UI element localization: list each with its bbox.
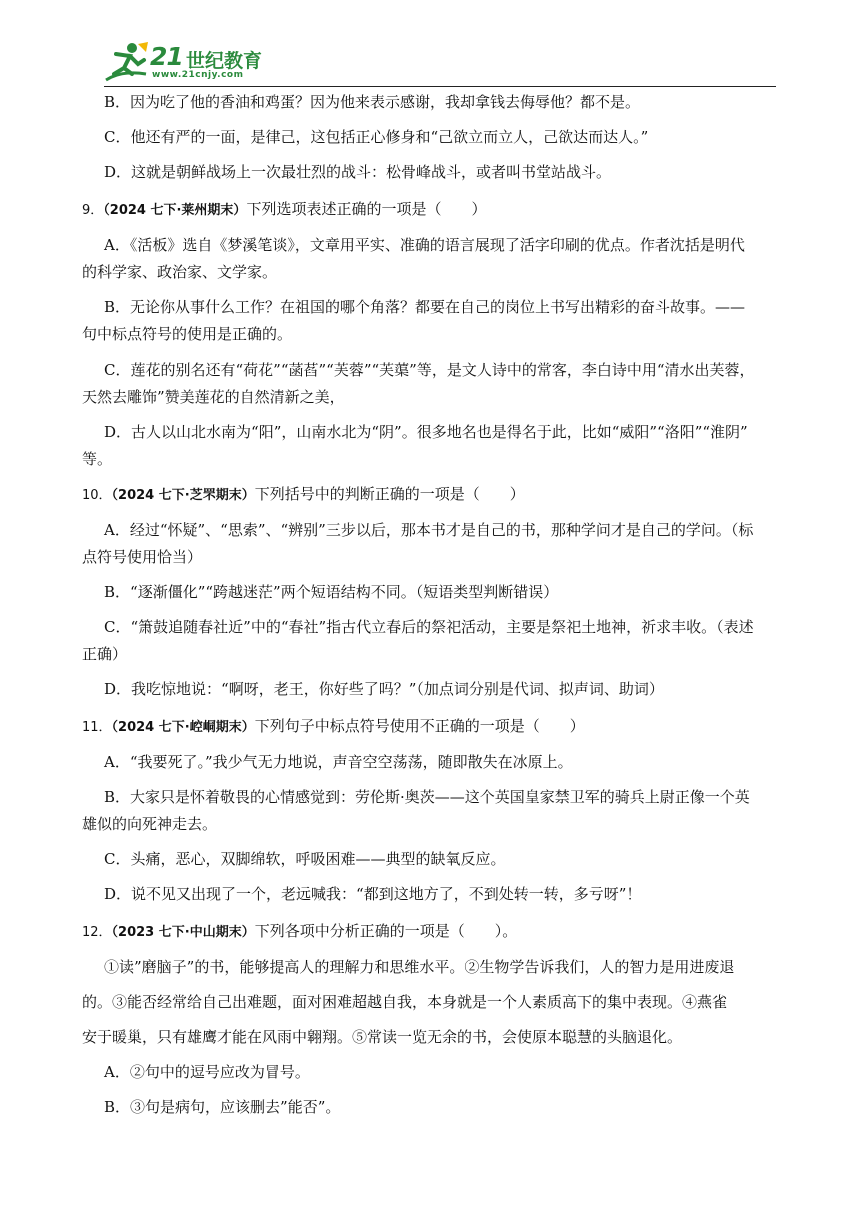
passage-line: 安于暖巢，只有雄鹰才能在风雨中翱翔。⑤常读一览无余的书，会使原本聪慧的头脑退化。 (82, 1028, 683, 1046)
question-stem: 11．（2024 七下·崆峒期末）下列句子中标点符号使用不正确的一项是（ ） (82, 717, 585, 735)
passage-line: ①读”磨脑子”的书，能够提高人的理解力和思维水平。②生物学告诉我们，人的智力是用进废退 (104, 958, 735, 976)
option-line: A．“我要死了。”我少气无力地说，声音空空荡荡，随即散失在冰原上。 (104, 753, 573, 771)
page-header (0, 0, 860, 90)
question-source: （2023 七下·中山期末） (111, 925, 255, 940)
option-line: C．头痛，恶心，双脚绵软，呼吸困难——典型的缺氧反应。 (104, 850, 506, 868)
option-line: A．②句中的逗号应改为冒号。 (104, 1063, 310, 1081)
logo-url: www.21cnjy.com (152, 70, 244, 80)
option-line: A．《活板》选自《梦溪笔谈》，文章用平实、准确的语言展现了活字印刷的优点。作者沈括是明代 (104, 236, 745, 254)
option-line: C．莲花的别名还有“荷花”“菡萏”“芙蓉”“芙蕖”等，是文人诗中的常客，李白诗中用“清水出芙蓉， (104, 361, 755, 379)
option-line: B．无论你从事什么工作？在祖国的哪个角落？都要在自己的岗位上书写出精彩的奋斗故事。—— (104, 298, 746, 316)
option-line: C．“箫鼓追随春社近”中的“春社”指古代立春后的祭祀活动，主要是祭祀土地神，祈求丰收。（表述 (104, 618, 754, 636)
question-source: （2024 七下·崆峒期末） (111, 720, 255, 735)
question-number: 12． (82, 925, 112, 940)
option-line: 句中标点符号的使用是正确的。 (82, 325, 293, 343)
option-line: 等。 (82, 450, 113, 468)
question-number: 9． (82, 203, 104, 218)
option-line: D．说不见又出现了一个，老远喊我：“都到这地方了，不到处转一转，多亏呀”！ (104, 885, 642, 903)
option-line: D．这就是朝鲜战场上一次最壮烈的战斗：松骨峰战斗，或者叫书堂站战斗。 (104, 163, 612, 181)
question-stem: 12．（2023 七下·中山期末）下列各项中分析正确的一项是（ ）。 (82, 922, 518, 940)
option-line: A．经过“怀疑”、“思索”、“辨别”三步以后，那本书才是自己的书，那种学问才是自己的学问。（标 (104, 521, 754, 539)
option-line: D．古人以山北水南为“阳”，山南水北为“阴”。很多地名也是得名于此，比如“威阳”“洛阳”“淮阴” (104, 423, 748, 441)
option-line: 正确） (82, 645, 128, 663)
question-stem: 9．（2024 七下·莱州期末）下列选项表述正确的一项是（ ） (82, 200, 487, 218)
option-line: C．他还有严的一面，是律己，这包括正心修身和“己欲立而立人，己欲达而达人。” (104, 128, 649, 146)
option-line: B．“逐渐僵化”“跨越迷茫”两个短语结构不同。（短语类型判断错误） (104, 583, 559, 601)
question-source: （2024 七下·莱州期末） (103, 203, 247, 218)
option-line: D．我吃惊地说：“啊呀，老王，你好些了吗？”（加点词分别是代词、拟声词、助词） (104, 680, 664, 698)
passage-line: 的。③能否经常给自己出难题，面对困难超越自我，本身就是一个人素质高下的集中表现。④燕雀 (82, 993, 728, 1011)
question-number: 10． (82, 488, 112, 503)
logo-number: 21 (150, 42, 183, 71)
logo (102, 40, 277, 84)
option-line: 点符号使用恰当） (82, 548, 203, 566)
option-line: 天然去雕饰”赞美莲花的自然清新之美， (82, 388, 345, 406)
question-source: （2024 七下·芝罘期末） (111, 488, 255, 503)
question-number: 11． (82, 720, 112, 735)
question-stem: 10．（2024 七下·芝罘期末）下列括号中的判断正确的一项是（ ） (82, 485, 525, 503)
option-line: B．大家只是怀着敬畏的心情感觉到：劳伦斯·奥茨——这个英国皇家禁卫军的骑兵上尉正像一个英 (104, 788, 750, 806)
option-line: B．因为吃了他的香油和鸡蛋？因为他来表示感谢，我却拿钱去侮辱他？都不是。 (104, 93, 641, 111)
runner-logo-icon (102, 40, 152, 84)
logo-name: 世纪教育 (186, 50, 263, 72)
option-line: 雄似的向死神走去。 (82, 815, 218, 833)
option-line: 的科学家、政治家、文学家。 (82, 263, 278, 281)
header-divider (104, 86, 776, 87)
option-line: B．③句是病句，应该删去”能否”。 (104, 1098, 341, 1116)
